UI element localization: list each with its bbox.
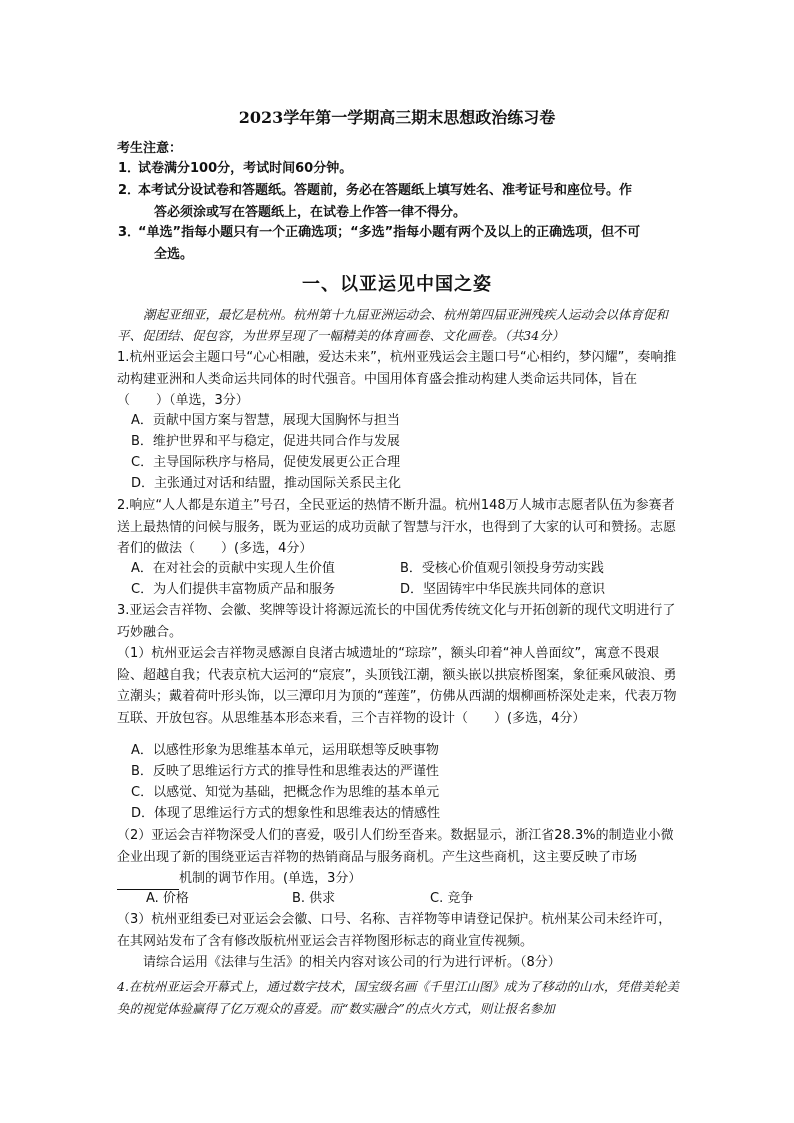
question-3-part-2-tail: 机制的调节作用。(单选，3分） (179, 871, 362, 886)
question-1-stem: 1.杭州亚运会主题口号“心心相融，爱达未来”，杭州亚残运会主题口号“心相约，梦闪耀”，奏响推动构建亚洲和人类命运共同体的时代强音。中国用体育盛会推动构建人类命运共同体，旨在（ ）（单选，3分） (117, 350, 677, 408)
rule-number: 1． (118, 161, 141, 176)
question-2-stem: 2.响应“人人都是东道主”号召，全民亚运的热情不断升温。杭州148万人城市志愿者队伍为参赛者送上最热情的问候与服务，既为亚运的成功贡献了智慧与汗水，也得到了大家的认可和赞扬。志愿者们的做法（ ）(多选，4分） (117, 498, 677, 556)
question-2-option-d: D．坚固铸牢中华民族共同体的意识 (400, 582, 606, 597)
question-1-option-b: B．维护世界和平与稳定，促进共同合作与发展 (131, 434, 400, 449)
question-2-option-a: A．在对社会的贡献中实现人生价值 (131, 561, 335, 576)
section-intro: 潮起亚细亚，最忆是杭州。杭州第十九届亚洲运动会、杭州第四届亚洲残疾人运动会以体育促和平、促团结、促包容，为世界呈现了一幅精美的体育画卷、文化画卷。（共34分） (117, 307, 669, 343)
question-3-part-2-option-b: B. 供求 (292, 891, 336, 906)
question-3-part-1-option-d: D．体现了思维运行方式的想象性和思维表达的情感性 (131, 806, 441, 821)
question-3-part-1: （1）杭州亚运会吉祥物灵感源自良渚古城遗址的“琮琮”，额头印着“神人兽面纹”，寓意不畏艰险、超越自我；代表京杭大运河的“宸宸”，头顶钱江潮，额头嵌以拱宸桥图案，象征乘风破浪、勇立潮头；戴着荷叶形头饰，以三潭印月为顶的“莲莲”，仿佛从西湖的烟柳画桥深处走来，代表万物互联、开放包容。从思维基本形态来看，三个吉祥物的设计（ ）(多选，4分） (117, 646, 677, 726)
notice-heading: 考生注意： (117, 141, 183, 156)
section-title: 一、以亚运见中国之姿 (302, 274, 492, 295)
question-1-option-a: A．贡献中国方案与智慧，展现大国胸怀与担当 (131, 413, 400, 428)
question-3-part-2-option-c: C. 竞争 (430, 891, 474, 906)
question-3-stem: 3.亚运会吉祥物、会徽、奖牌等设计将源远流长的中国优秀传统文化与开拓创新的现代文明进行了巧妙融合。 (117, 603, 676, 640)
exam-title: 2023学年第一学期高三期末思想政治练习卷 (238, 108, 556, 127)
rule-number: 2． (118, 183, 141, 198)
rule-text: “单选”指每小题只有一个正确选项；“多选”指每小题有两个及以上的正确选项，但不可 (138, 225, 641, 240)
notice-rule-3 (118, 222, 678, 266)
question-1-option-d: D．主张通过对话和结盟，推动国际关系民主化 (131, 476, 402, 491)
question-3-part-3: （3）杭州亚组委已对亚运会会徽、口号、名称、吉祥物等申请登记保护。杭州某公司未经许可，在其网站发布了含有修改版杭州亚运会吉祥物图形标志的商业宣传视频。 (117, 912, 672, 949)
notice-rule-1 (118, 158, 678, 180)
rule-text: 试卷满分100分，考试时间60分钟。 (138, 161, 353, 176)
question-3-part-1-option-c: C．以感觉、知觉为基础，把概念作为思维的基本单元 (131, 785, 440, 800)
question-1-option-c: C．主导国际秩序与格局，促使发展更公正合理 (131, 455, 401, 470)
rule-text: 本考试分设试卷和答题纸。答题前，务必在答题纸上填写姓名、准考证号和座位号。作 (138, 183, 633, 198)
question-3-part-2-option-a: A. 价格 (146, 891, 189, 906)
question-2-option-c: C．为人们提供丰富物质产品和服务 (131, 582, 336, 597)
question-3-part-1-option-a: A．以感性形象为思维基本单元，运用联想等反映事物 (131, 743, 439, 758)
question-3-part-2-text: （2）亚运会吉祥物深受人们的喜爱，吸引人们纷至沓来。数据显示，浙江省28.3%的制造业小微企业出现了新的围绕亚运吉祥物的热销商品与服务商机。产生这些商机，这主要反映了市场 (117, 828, 674, 865)
question-3-part-2 (117, 825, 682, 890)
question-3-part-1-option-b: B．反映了思维运行方式的推导性和思维表达的严谨性 (131, 764, 439, 779)
rule-number: 3． (118, 225, 141, 240)
rule-text-continued: 全选。 (154, 247, 194, 262)
notice-rule-2 (118, 180, 678, 224)
question-4-stem: 4.在杭州亚运会开幕式上，通过数字技术，国宝级名画《千里江山图》成为了移动的山水，凭借美轮美奂的视觉体验赢得了亿万观众的喜爱。而“数实融合”的点火方式，则让报名参加 (117, 979, 679, 1016)
question-3-part-3-task: 请综合运用《法律与生活》的相关内容对该公司的行为进行评析。（8分） (143, 955, 561, 970)
question-2-option-b: B．受核心价值观引领投身劳动实践 (400, 561, 604, 576)
rule-text-continued: 答必须涂或写在答题纸上，在试卷上作答一律不得分。 (154, 205, 467, 220)
